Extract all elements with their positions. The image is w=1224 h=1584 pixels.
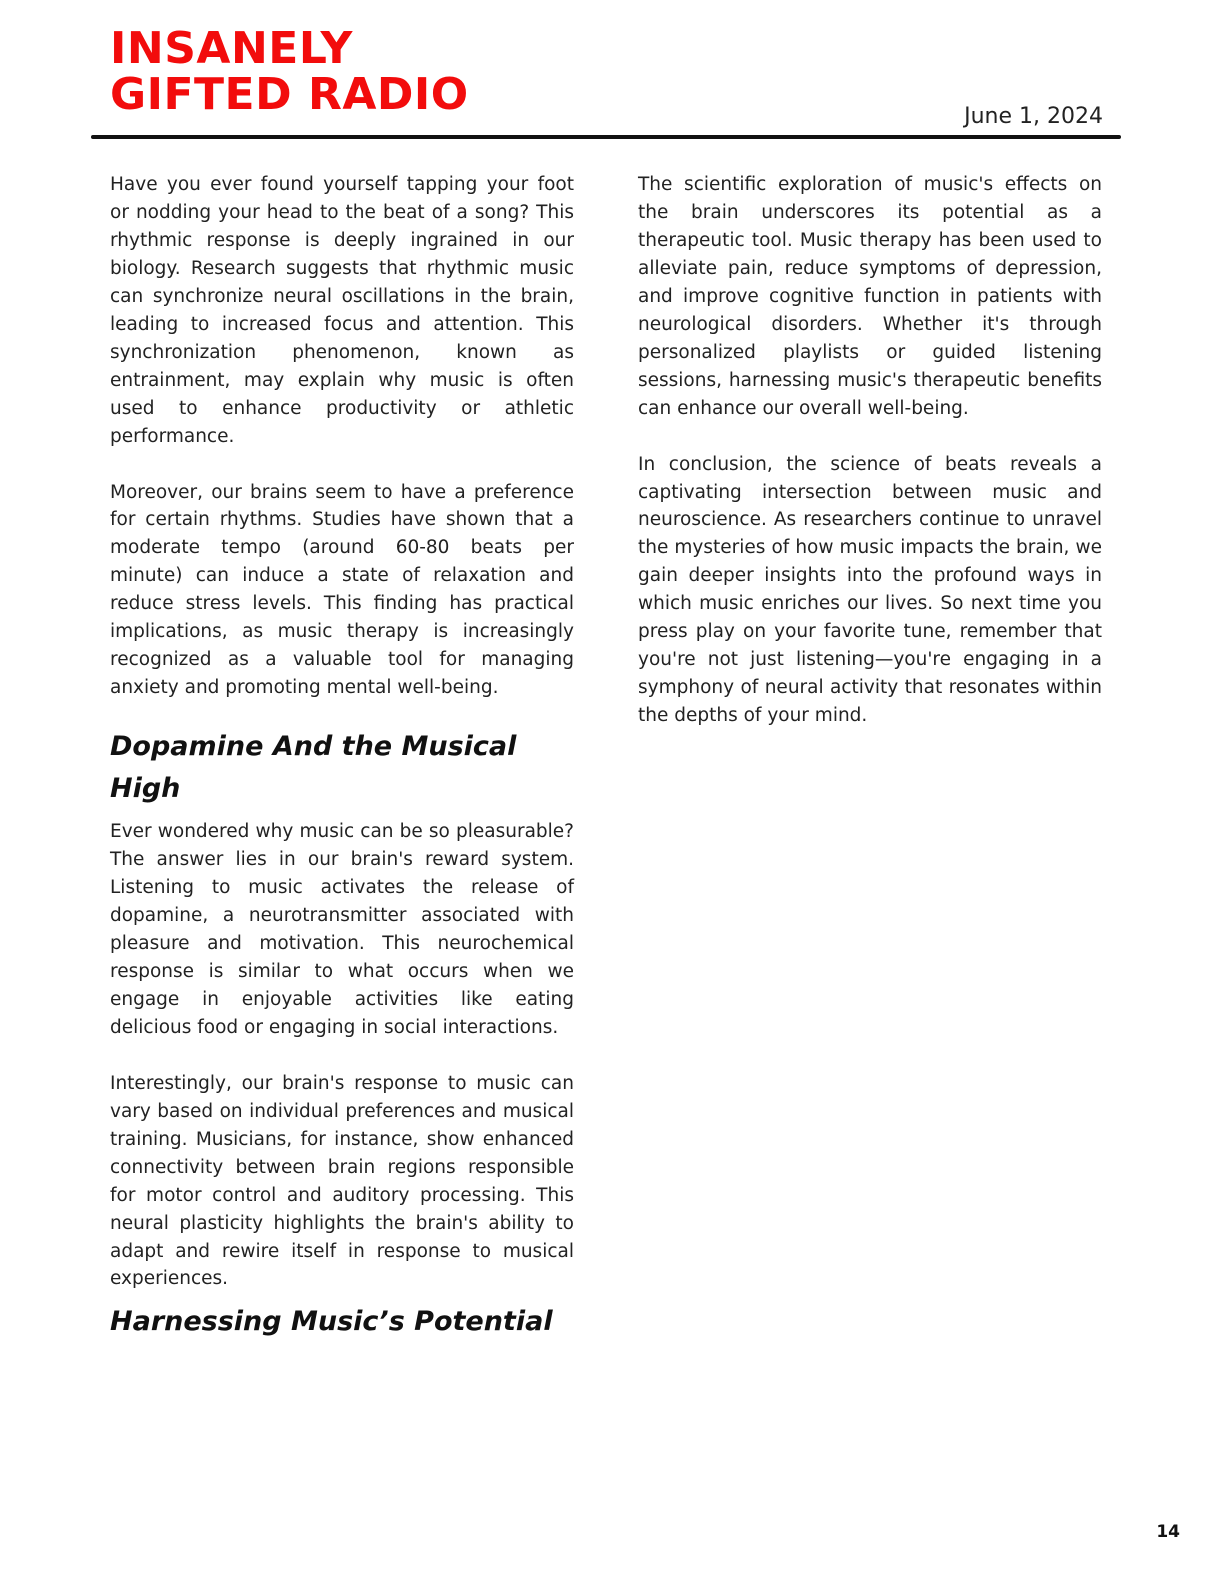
right-column bbox=[638, 171, 1102, 730]
paragraph-dopamine: Ever wondered why music can be so pleasurable? The answer lies in our brain's reward system. Listening to music activates the release of dopamine, a neurotransmitter associated with pleasure and motivation. This neurochemical response is similar to what occurs when we engage in enjoyable activities like eating delicious food or engaging in social interactions. bbox=[110, 821, 574, 1038]
left-column bbox=[110, 171, 574, 1343]
issue-date: June 1, 2024 bbox=[964, 104, 1103, 129]
section-heading-dopamine: Dopamine And the Musical High bbox=[110, 731, 517, 805]
paragraph-musicians: Interestingly, our brain's response to music can vary based on individual preferences and musical training. Musicians, for instance, show enhanced connectivity between brain regions responsible for motor control and auditory processing. This neural plasticity highlights the brain's ability to adapt and rewire itself in response to musical experiences. bbox=[110, 1072, 574, 1290]
section-heading-harnessing: Harnessing Music’s Potential bbox=[110, 1306, 553, 1338]
masthead-line-1: INSANELY bbox=[110, 23, 353, 74]
header-divider bbox=[91, 135, 1121, 139]
paragraph-tempo: Moreover, our brains seem to have a preference for certain rhythms. Studies have shown that a moderate tempo (around 60-80 beats per minute) can induce a state of relaxation and reduce stress levels. This finding has practical implications, as music therapy is increasingly recognized as a valuable tool for managing anxiety and promoting mental well-being. bbox=[110, 481, 574, 699]
paragraph-therapy: The scientific exploration of music's effects on the brain underscores its potential as a therapeutic tool. Music therapy has been used to alleviate pain, reduce symptoms of depression, and improve cognitive function in patients with neurological disorders. Whether it's through personalized playlists or guided listening sessions, harnessing music's therapeutic benefits can enhance our overall well-being. bbox=[638, 174, 1102, 419]
paragraph-rhythm: Have you ever found yourself tapping your foot or nodding your head to the beat of a song? This rhythmic response is deeply ingrained in our biology. Research suggests that rhythmic music can synchronize neural oscillations in the brain, leading to increased focus and attention. This synchronization phenomenon, known as entrainment, may explain why music is often used to enhance productivity or athletic performance. bbox=[110, 174, 574, 447]
page-number: 14 bbox=[1156, 1522, 1180, 1542]
masthead-line-2: GIFTED RADIO bbox=[110, 69, 469, 120]
masthead-title bbox=[110, 23, 490, 120]
paragraph-conclusion: In conclusion, the science of beats reveals a captivating intersection between music and neuroscience. As researchers continue to unravel the mysteries of how music impacts the brain, we gain deeper insights into the profound ways in which music enriches our lives. So next time you press play on your favorite tune, remember that you're not just listening—you're engaging in a symphony of neural activity that resonates within the depths of your mind. bbox=[638, 453, 1102, 727]
